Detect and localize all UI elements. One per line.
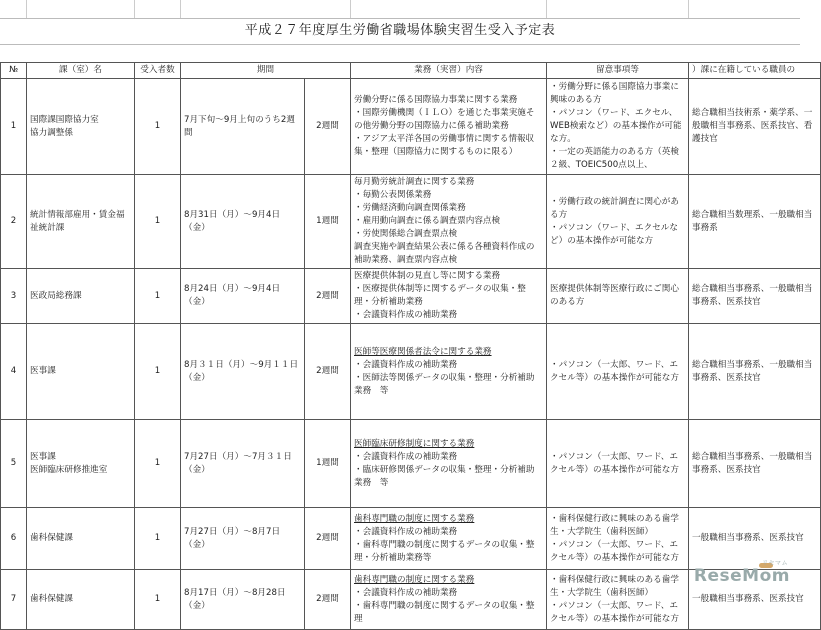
table-row: [1, 508, 821, 570]
note-line: ・労働分野に係る国際協力事業に興味のある方: [550, 82, 679, 105]
duty-line: 歯科専門職の制度に関する業務: [354, 513, 475, 524]
note-line: ・歯科保健行政に興味のある歯学生・大学院生（歯科医師）: [550, 513, 679, 537]
duty-line: 医師等医療関係者法令に関する業務: [354, 346, 492, 357]
staff-cell: 総合職相当事務系、一般職相当事務系、医系技官: [689, 420, 821, 508]
note-line: ・パソコン（一太郎、ワード、エクセル等）の基本操作が可能な方: [550, 600, 679, 624]
duty-line: ・医療提供体制等に関するデータの収集・整理・分析補助業務: [354, 284, 526, 307]
staff-cell: 総合職相当事務系、一般職相当事務系、医系技官: [689, 269, 821, 324]
duty-line: ・労働経済動向調査関係業務: [354, 203, 466, 213]
accept-count: 1: [135, 420, 181, 508]
note-line: ・パソコン（一太郎、ワード、エクセル等）の基本操作が可能な方: [550, 359, 679, 383]
row-number: 2: [1, 175, 27, 269]
duty-line: ・歯科専門職の制度に関するデータの収集・整理: [354, 600, 535, 624]
notes-cell: [547, 508, 689, 570]
period-weeks: 2週間: [305, 570, 351, 630]
duties-cell: [351, 420, 547, 508]
row-number: 1: [1, 79, 27, 175]
row-number: 5: [1, 420, 27, 508]
watermark-small-text: リセマム: [762, 560, 788, 567]
section-name: [27, 420, 135, 508]
duty-line: ・会議資料作成の補助業務: [354, 526, 458, 537]
duty-line: ・労使関係総合調査票点検: [354, 229, 458, 239]
duty-line: ・会議資料作成の補助業務: [354, 310, 458, 320]
duty-line: 労働分野に係る国際協力事業に関する業務: [354, 95, 518, 105]
accept-count: 1: [135, 175, 181, 269]
staff-cell: 一般職相当事務系、医系技官: [689, 570, 821, 630]
duty-line: 調査実施や調査結果公表に係る各種資料作成の補助業務、調査票内容点検: [354, 242, 535, 265]
note-line: ・パソコン（一太郎、ワード、エクセル等）の基本操作が可能な方: [550, 451, 679, 475]
row-number: 3: [1, 269, 27, 324]
row-number: 7: [1, 570, 27, 630]
duty-line: ・医師法等関係データの収集・整理・分析補助業務 等: [354, 372, 535, 396]
accept-count: 1: [135, 508, 181, 570]
period-weeks: 1週間: [305, 420, 351, 508]
period-weeks: 1週間: [305, 175, 351, 269]
spacer-row: [0, 44, 800, 63]
notes-cell: [547, 79, 689, 175]
section-name: [27, 508, 135, 570]
duty-line: 毎月勤労統計調査に関する業務: [354, 177, 475, 187]
section-line: 歯科保健課: [30, 594, 73, 604]
notes-cell: [547, 324, 689, 420]
page-title: 平成２７年度厚生労働省職場体験実習生受入予定表: [0, 18, 800, 45]
duty-line: 歯科専門職の制度に関する業務: [354, 574, 475, 585]
row-number: 4: [1, 324, 27, 420]
acceptance-table: [0, 62, 821, 630]
section-line: 国際課国際協力室: [30, 114, 99, 125]
duty-line: ・会議資料作成の補助業務: [354, 451, 458, 462]
note-line: ・パソコン（ワード、エクセルなど）の基本操作が可能な方: [550, 222, 678, 246]
section-name: [27, 79, 135, 175]
accept-count: 1: [135, 79, 181, 175]
period-weeks: 2週間: [305, 508, 351, 570]
period-weeks: 2週間: [305, 324, 351, 420]
watermark-text: ReseMom: [693, 566, 790, 586]
table-row: [1, 420, 821, 508]
section-name: [27, 175, 135, 269]
duties-cell: [351, 324, 547, 420]
duties-cell: [351, 79, 547, 175]
duty-line: ・アジア太平洋各国の労働事情に関する情報収集・整理（国際協力に関するものに限る）: [354, 134, 535, 157]
staff-cell: 総合職相当事務系、一般職相当事務系、医系技官: [689, 324, 821, 420]
section-name: [27, 269, 135, 324]
section-line: 協力調整係: [30, 127, 73, 138]
notes-cell: [547, 570, 689, 630]
duty-line: ・毎勤公表関係業務: [354, 190, 432, 200]
table-row: [1, 79, 821, 175]
period-dates: 7月下旬～9月上旬のうち2週間: [181, 79, 305, 175]
period-dates: 7月27日（月）～8月7日（金）: [181, 508, 305, 570]
table-row: [1, 269, 821, 324]
staff-cell: 一般職相当事務系、医系技官: [689, 508, 821, 570]
duties-cell: [351, 269, 547, 324]
accept-count: 1: [135, 324, 181, 420]
section-line: 医師臨床研修推進室: [30, 464, 108, 475]
header-staff: ）課に在籍している職員の: [689, 63, 821, 79]
note-line: ・歯科保健行政に興味のある歯学生・大学院生（歯科医師）: [550, 574, 679, 598]
note-line: ・パソコン（ワード、エクセル、WEB検索など）の基本操作が可能な方。: [550, 108, 682, 144]
duty-line: ・国際労働機関（ＩＬＯ）を通じた事業実施その他労働分野の国際協力に係る補助業務: [354, 108, 535, 131]
period-dates: 8月17日（月）～8月28日（金）: [181, 570, 305, 630]
period-weeks: 2週間: [305, 269, 351, 324]
duty-line: ・会議資料作成の補助業務: [354, 587, 458, 598]
note-line: ・一定の英語能力のある方（英検２級、TOEIC500点以上、: [550, 147, 679, 170]
section-line: 歯科保健課: [30, 533, 73, 543]
period-dates: 7月27日（月）～7月３１日（金）: [181, 420, 305, 508]
header-duties: 業務（実習）内容: [351, 63, 547, 79]
row-number: 6: [1, 508, 27, 570]
top-strip: [0, 0, 800, 19]
accept-count: 1: [135, 269, 181, 324]
period-dates: 8月24日（月）～9月4日（金）: [181, 269, 305, 324]
duty-line: ・歯科専門職の制度に関するデータの収集・整理・分析補助業務等: [354, 539, 535, 563]
header-period: 期間: [181, 63, 351, 79]
watermark-logo: [693, 560, 790, 586]
header-section: 課（室）名: [27, 63, 135, 79]
note-line: 医療提供体制等医療行政にご関心のある方: [550, 284, 679, 307]
period-weeks: 2週間: [305, 79, 351, 175]
duty-line: ・雇用動向調査に係る調査票内容点検: [354, 216, 501, 226]
duties-cell: [351, 508, 547, 570]
staff-cell: 総合職相当技術系・薬学系、一般職相当事務系、医系技官、看護技官: [689, 79, 821, 175]
duty-line: ・臨床研修関係データの収集・整理・分析補助業務 等: [354, 464, 535, 488]
section-name: [27, 570, 135, 630]
header-no: №: [1, 63, 27, 79]
period-dates: 8月３１日（月）～9月１１日（金）: [181, 324, 305, 420]
header-notes: 留意事項等: [547, 63, 689, 79]
section-line: 統計情報部雇用・賃金福祉統計課: [30, 209, 125, 233]
notes-cell: [547, 420, 689, 508]
section-name: [27, 324, 135, 420]
table-row: [1, 324, 821, 420]
header-count: 受入者数: [135, 63, 181, 79]
notes-cell: [547, 175, 689, 269]
table-row: [1, 175, 821, 269]
header-row: [1, 63, 821, 79]
accept-count: 1: [135, 570, 181, 630]
section-line: 医事課: [30, 366, 56, 376]
duty-line: ・会議資料作成の補助業務: [354, 359, 458, 370]
period-dates: 8月31日（月）～9月4日（金）: [181, 175, 305, 269]
note-line: ・労働行政の統計調査に関心がある方: [550, 196, 679, 220]
note-line: ・パソコン（一太郎、ワード、エクセル等）の基本操作が可能な方: [550, 539, 679, 563]
staff-cell: 総合職相当数理系、一般職相当事務系: [689, 175, 821, 269]
duty-line: 医療提供体制の見直し等に関する業務: [354, 271, 501, 281]
section-line: 医政局総務課: [30, 290, 82, 301]
section-line: 医事課: [30, 451, 56, 462]
duties-cell: [351, 175, 547, 269]
notes-cell: [547, 269, 689, 324]
duties-cell: [351, 570, 547, 630]
duty-line: 医師臨床研修制度に関する業務: [354, 438, 475, 449]
